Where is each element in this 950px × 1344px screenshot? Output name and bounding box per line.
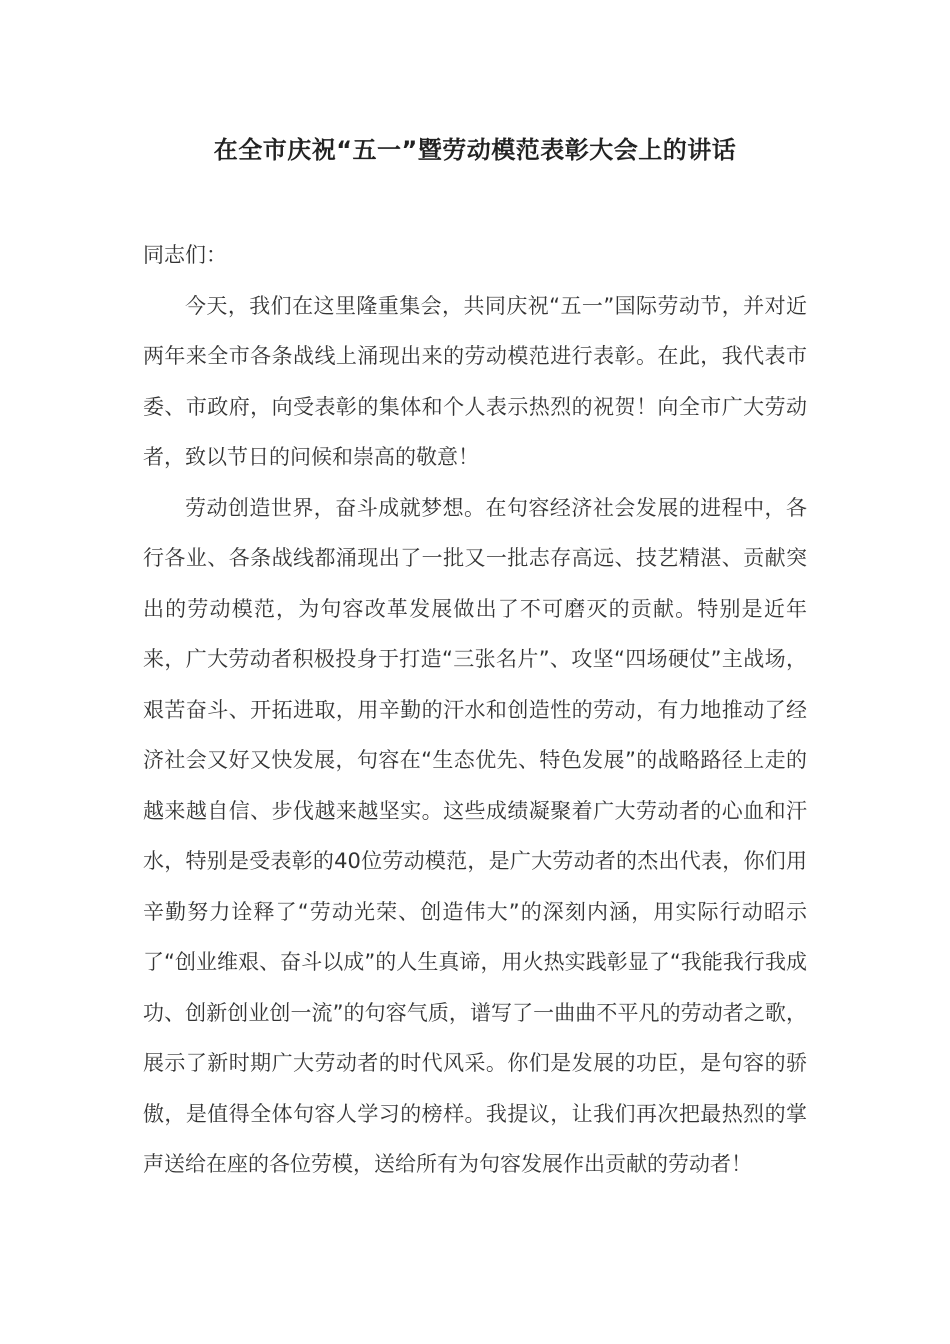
paragraph-opening: 今天，我们在这里隆重集会，共同庆祝“五一”国际劳动节，并对近两年来全市各条战线上涌现出来的劳动模范进行表彰。在此，我代表市委、市政府，向受表彰的集体和个人表示热烈的祝贺！向全市广大劳动者，致以节日的问候和崇高的敬意！ <box>143 293 807 469</box>
paragraph-labor-models: 劳动创造世界，奋斗成就梦想。在句容经济社会发展的进程中，各行各业、各条战线都涌现出了一批又一批志存高远、技艺精湛、贡献突出的劳动模范，为句容改革发展做出了不可磨灭的贡献。特别是近年来，广大劳动者积极投身于打造“三张名片”、攻坚“四场硬仗”主战场，艰苦奋斗、开拓进取，用辛勤的汗水和创造性的劳动，有力地推动了经济社会又好又快发展，句容在“生态优先、特色发展”的战略路径上走的越来越自信、步伐越来越坚实。这些成绩凝聚着广大劳动者的心血和汗水，特别是受表彰的40位劳动模范，是广大劳动者的杰出代表，你们用辛勤努力诠释了“劳动光荣、创造伟大”的深刻内涵，用实际行动昭示了“创业维艰、奋斗以成”的人生真谛，用火热实践彰显了“我能我行我成功、创新创业创一流”的句容气质，谱写了一曲曲不平凡的劳动者之歌，展示了新时期广大劳动者的时代风采。你们是发展的功臣，是句容的骄傲，是值得全体句容人学习的榜样。我提议，让我们再次把最热烈的掌声送给在座的各位劳模，送给所有为句容发展作出贡献的劳动者！ <box>143 495 807 1176</box>
document-body <box>143 230 807 1190</box>
salutation: 同志们： <box>143 243 227 267</box>
document-title: 在全市庆祝“五一”暨劳动模范表彰大会上的讲话 <box>213 136 737 164</box>
